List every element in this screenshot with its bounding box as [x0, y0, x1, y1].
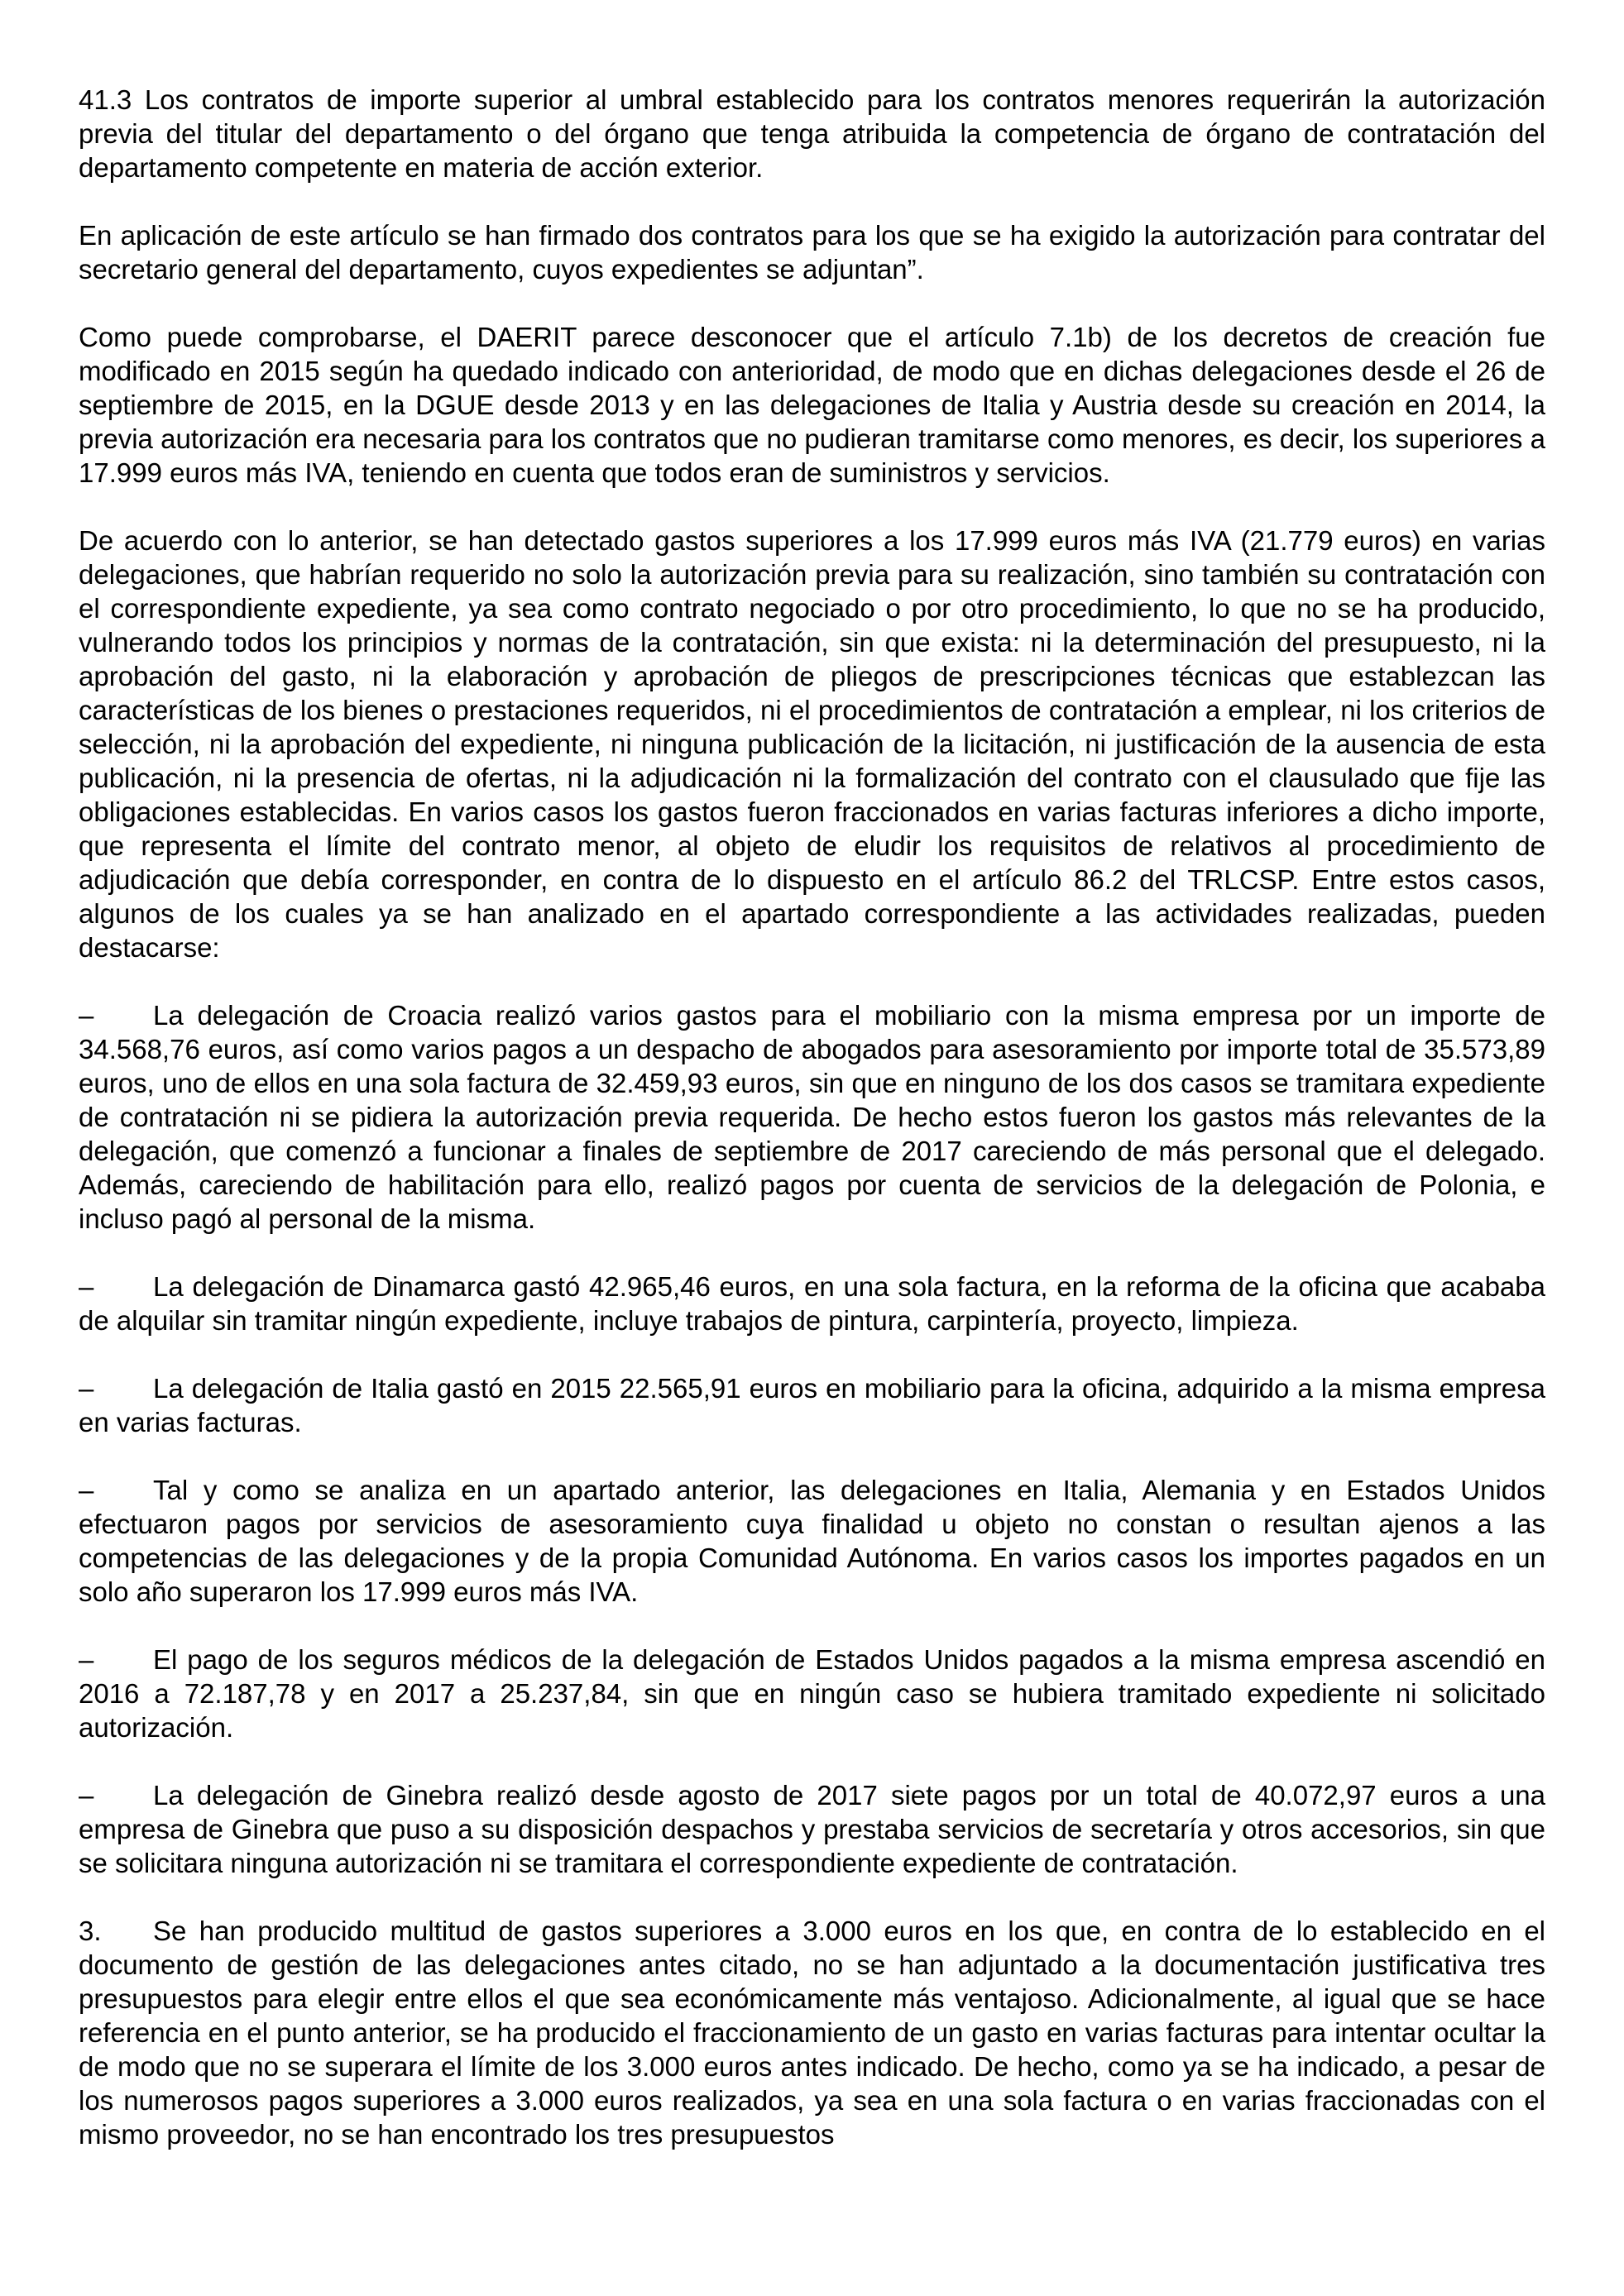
paragraph-en-aplicacion: En aplicación de este artículo se han firmado dos contratos para los que se ha exigido la autorización para contratar del secretario general del departamento, cuyos expedientes se adjuntan”. [79, 220, 1545, 285]
list-item-italia [79, 1371, 1545, 1439]
paragraph-como-puede-comprobarse: Como puede comprobarse, el DAERIT parece desconocer que el artículo 7.1b) de los decretos de creación fue modificado en 2015 según ha quedado indicado con anterioridad, de modo que en dichas delegaciones desde el 26 de septiembre de 2015, en la DGUE desde 2013 y en las delegaciones de Italia y Austria desde su creación en 2014, la previa autorización era necesaria para los contratos que no pudieran tramitarse como menores, es decir, los superiores a 17.999 euros más IVA, teniendo en cuenta que todos eran de suministros y servicios. [79, 322, 1545, 488]
list-item-text: El pago de los seguros médicos de la delegación de Estados Unidos pagados a la misma empresa ascendió en 2016 a 72.187,78 y en 2017 a 25.237,84, sin que en ningún caso se hubiera tramitado expediente ni solicitado autorización. [79, 1644, 1545, 1743]
bullet-marker: – [79, 1644, 94, 1675]
numbered-item-3 [79, 1914, 1545, 2151]
list-item-asesoramiento [79, 1473, 1545, 1609]
paragraph-41-3: 41.3 Los contratos de importe superior al umbral establecido para los contratos menores requerirán la autorización previa del titular del departamento o del órgano que tenga atribuida la competencia de órgano de contratación del departamento competente en materia de acción exterior. [79, 84, 1545, 183]
bullet-marker: – [79, 1780, 94, 1810]
list-item-croacia [79, 998, 1545, 1236]
bullet-marker: – [79, 1475, 94, 1505]
list-item-text: La delegación de Dinamarca gastó 42.965,46 euros, en una sola factura, en la reforma de la oficina que acababa de alquilar sin tramitar ningún expediente, incluye trabajos de pintura, carpintería, proyecto, limpieza. [79, 1271, 1545, 1336]
list-item-text: La delegación de Ginebra realizó desde agosto de 2017 siete pagos por un total de 40.072,97 euros a una empresa de Ginebra que puso a su disposición despachos y prestaba servicios de secretaría y otros accesorios, sin que se solicitara ninguna autorización ni se tramitara el correspondiente expediente de contratación. [79, 1780, 1545, 1878]
numbered-item-text: Se han producido multitud de gastos superiores a 3.000 euros en los que, en contra de lo establecido en el documento de gestión de las delegaciones antes citado, no se han adjuntado a la documentación justificativa tres presupuestos para elegir entre ellos el que sea económicamente más ventajoso. Adicionalmente, al igual que se hace referencia en el punto anterior, se ha producido el fraccionamiento de un gasto en varias facturas para intentar ocultar la de modo que no se superara el límite de los 3.000 euros antes indicado. De hecho, como ya se ha indicado, a pesar de los numerosos pagos superiores a 3.000 euros realizados, ya sea en una sola factura o en varias fraccionadas con el mismo proveedor, no se han encontrado los tres presupuestos [79, 1916, 1545, 2150]
bullet-marker: – [79, 1271, 94, 1302]
list-item-text: La delegación de Italia gastó en 2015 22.565,91 euros en mobiliario para la oficina, adquirido a la misma empresa en varias facturas. [79, 1373, 1545, 1437]
list-item-text: La delegación de Croacia realizó varios gastos para el mobiliario con la misma empresa por un importe de 34.568,76 euros, así como varios pagos a un despacho de abogados para asesoramiento por importe total de 35.573,89 euros, uno de ellos en una sola factura de 32.459,93 euros, sin que en ninguno de los dos casos se tramitara expediente de contratación ni se pidiera la autorización previa requerida. De hecho estos fueron los gastos más relevantes de la delegación, que comenzó a funcionar a finales de septiembre de 2017 careciendo de más personal que el delegado. Además, careciendo de habilitación para ello, realizó pagos por cuenta de servicios de la delegación de Polonia, e incluso pagó al personal de la misma. [79, 1000, 1545, 1234]
list-item-ginebra [79, 1778, 1545, 1880]
list-item-dinamarca [79, 1270, 1545, 1337]
number-marker: 3. [79, 1916, 102, 1946]
bullet-marker: – [79, 1000, 94, 1031]
list-item-seguros-medicos [79, 1643, 1545, 1744]
list-item-text: Tal y como se analiza en un apartado anterior, las delegaciones en Italia, Alemania y en Estados Unidos efectuaron pagos por servicios de asesoramiento cuya finalidad u objeto no constan o resultan ajenos a las competencias de las delegaciones y de la propia Comunidad Autónoma. En varios casos los importes pagados en un solo año superaron los 17.999 euros más IVA. [79, 1475, 1545, 1607]
paragraph-de-acuerdo-con-lo-anterior: De acuerdo con lo anterior, se han detectado gastos superiores a los 17.999 euros más IVA (21.779 euros) en varias delegaciones, que habrían requerido no solo la autorización previa para su realización, sino también su contratación con el correspondiente expediente, ya sea como contrato negociado o por otro procedimiento, lo que no se ha producido, vulnerando todos los principios y normas de la contratación, sin que exista: ni la determinación del presupuesto, ni la aprobación del gasto, ni la elaboración y aprobación de pliegos de prescripciones técnicas que establezcan las características de los bienes o prestaciones requeridos, ni el procedimientos de contratación a emplear, ni los criterios de selección, ni la aprobación del expediente, ni ninguna publicación de la licitación, ni justificación de la ausencia de esta publicación, ni la presencia de ofertas, ni la adjudicación ni la formalización del contrato con el clausulado que fije las obligaciones establecidas. En varios casos los gastos fueron fraccionados en varias facturas inferiores a dicho importe, que representa el límite del contrato menor, al objeto de eludir los requisitos de relativos al procedimiento de adjudicación que debía corresponder, en contra de lo dispuesto en el artículo 86.2 del TRLCSP. Entre estos casos, algunos de los cuales ya se han analizado en el apartado correspondiente a las actividades realizadas, pueden destacarse: [79, 525, 1545, 963]
bullet-marker: – [79, 1373, 94, 1404]
